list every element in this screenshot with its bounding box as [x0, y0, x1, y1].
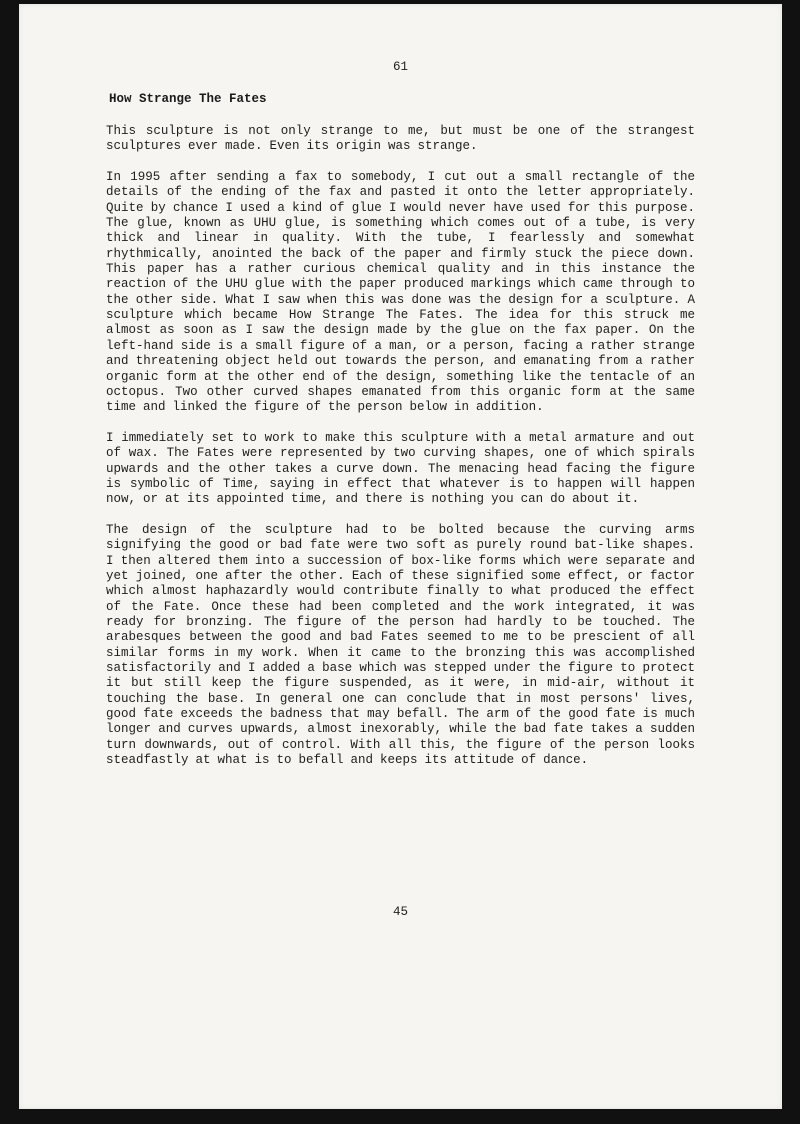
document-title: How Strange The Fates [109, 92, 267, 106]
paragraph-4: The design of the sculpture had to be bolted because the curving arms signifying the good or bad fate were two soft as purely round bat-like shapes. I then altered them into a succession of box-like forms which were separate and yet joined, one after the other. Each of these signified some effect, or factor which almost haphazardly would contribute finally to what produced the effect of the Fate. Once these had been completed and the work integrated, it was ready for bronzing. The figure of the person had hardly to be touched. The arabesques between the good and bad Fates seemed to me to be prescient of all similar forms in my work. When it came to the bronzing this was accomplished satisfactorily and I added a base which was stepped under the figure to protect it but still keep the figure suspended, as it were, in mid-air, without it touching the base. In general one can conclude that in most persons' lives, good fate exceeds the badness that may befall. The arm of the good fate is much longer and curves upwards, almost inexorably, while the bad fate takes a sudden turn downwards, out of control. With all this, the figure of the person looks steadfastly at what is to befall and keeps its attitude of dance. [106, 522, 695, 768]
page-number-bottom: 45 [392, 905, 408, 919]
paragraph-3: I immediately set to work to make this sculpture with a metal armature and out of wax. The Fates were represented by two curving shapes, one of which spirals upwards and the other takes a curve down. The menacing head facing the figure is symbolic of Time, saying in effect that whatever is to happen will happen now, or at its appointed time, and there is nothing you can do about it. [106, 430, 695, 507]
document-body [106, 124, 695, 784]
paragraph-1: This sculpture is not only strange to me, but must be one of the strangest sculptures ever made. Even its origin was strange. [106, 124, 695, 154]
paragraph-2: In 1995 after sending a fax to somebody, I cut out a small rectangle of the details of the ending of the fax and pasted it onto the letter appropriately. Quite by chance I used a kind of glue I would never have used for this purpose. The glue, known as UHU glue, is something which comes out of a tube, is very thick and linear in quality. With the tube, I fearlessly and somewhat rhythmically, anointed the back of the paper and firmly stuck the piece down. This paper has a rather curious chemical quality and in this instance the reaction of the UHU glue with the paper produced markings which came through to the other side. What I saw when this was done was the design for a sculpture. A sculpture which became How Strange The Fates. The idea for this struck me almost as soon as I saw the design made by the glue on the fax paper. On the left-hand side is a small figure of a man, or a person, facing a rather strange and threatening object held out towards the person, and emanating from a rather organic form at the other end of the design, something like the tentacle of an octopus. Two other curved shapes emanated from this organic form at the same time and linked the figure of the person below in addition. [106, 170, 695, 415]
page-number-top: 61 [392, 60, 408, 74]
paper-sheet [19, 4, 782, 1109]
